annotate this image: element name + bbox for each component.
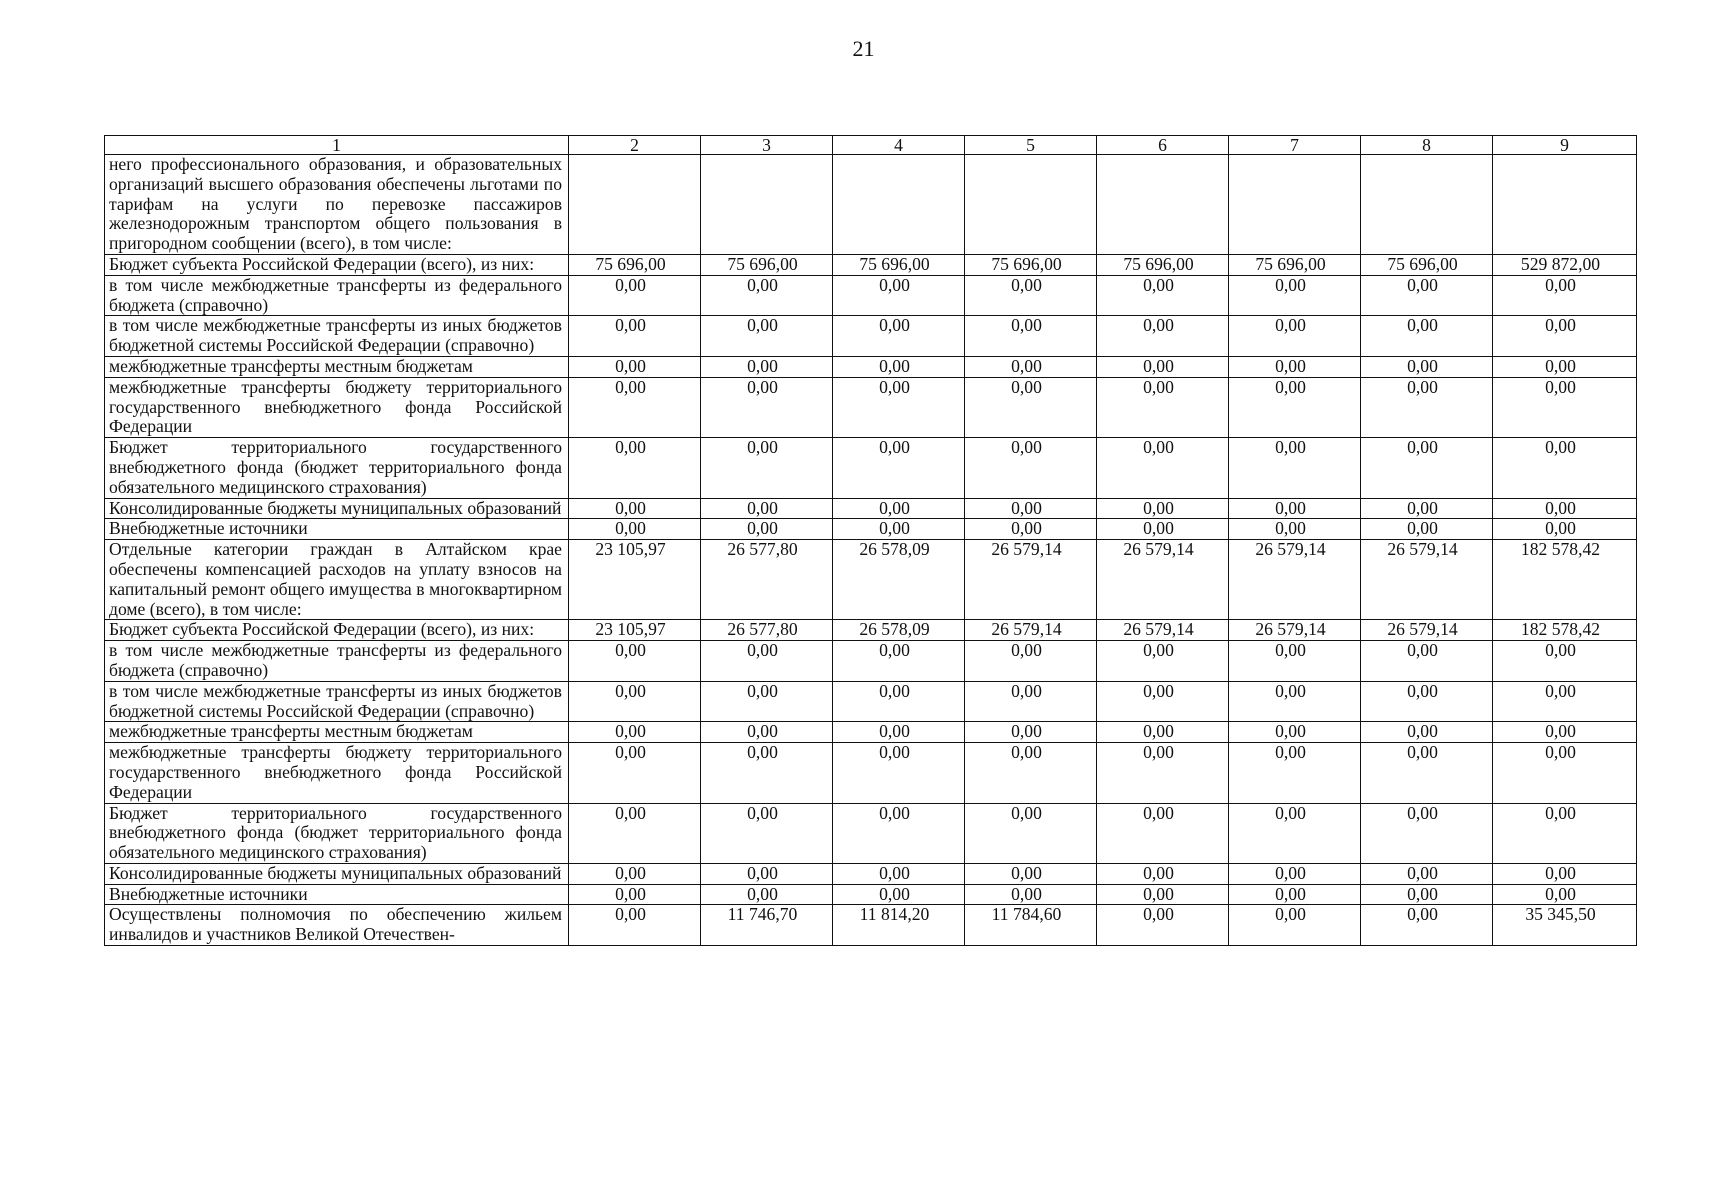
table-row (105, 863, 1637, 884)
table-row (105, 743, 1637, 803)
value-cell-col-5: 26 579,14 (965, 540, 1097, 620)
value-cell-col-3: 0,00 (701, 863, 833, 884)
row-label: в том числе межбюджетные трансферты из федерального бюджета (справочно) (105, 275, 569, 316)
table-row (105, 438, 1637, 498)
value-cell-col-5: 0,00 (965, 641, 1097, 682)
value-cell-col-3: 11 746,70 (701, 905, 833, 946)
value-cell-col-2: 0,00 (569, 743, 701, 803)
value-cell-col-9: 0,00 (1493, 519, 1637, 540)
row-label: Бюджет субъекта Российской Федерации (всего), из них: (105, 254, 569, 275)
value-cell-col-3: 26 577,80 (701, 540, 833, 620)
value-cell-col-6: 0,00 (1097, 884, 1229, 905)
value-cell-col-4: 0,00 (833, 722, 965, 743)
value-cell-col-2 (569, 155, 701, 255)
value-cell-col-5: 0,00 (965, 863, 1097, 884)
value-cell-col-4: 0,00 (833, 275, 965, 316)
table-row (105, 316, 1637, 357)
value-cell-col-9: 0,00 (1493, 498, 1637, 519)
value-cell-col-4: 0,00 (833, 641, 965, 682)
value-cell-col-6: 0,00 (1097, 803, 1229, 863)
value-cell-col-9: 0,00 (1493, 722, 1637, 743)
value-cell-col-9: 0,00 (1493, 681, 1637, 722)
table-row (105, 498, 1637, 519)
value-cell-col-6: 0,00 (1097, 377, 1229, 437)
table-row (105, 803, 1637, 863)
value-cell-col-3 (701, 155, 833, 255)
value-cell-col-7: 0,00 (1229, 863, 1361, 884)
row-label: Бюджет территориального государственного внебюджетного фонда (бюджет территориального фонда обязательного медицинского страхования) (105, 438, 569, 498)
value-cell-col-8: 0,00 (1361, 275, 1493, 316)
table-header (105, 136, 1637, 155)
value-cell-col-8: 0,00 (1361, 681, 1493, 722)
value-cell-col-2: 0,00 (569, 681, 701, 722)
value-cell-col-4: 0,00 (833, 498, 965, 519)
value-cell-col-9: 182 578,42 (1493, 540, 1637, 620)
row-label: межбюджетные трансферты местным бюджетам (105, 356, 569, 377)
value-cell-col-5 (965, 155, 1097, 255)
column-header-2: 2 (569, 136, 701, 155)
value-cell-col-7: 0,00 (1229, 519, 1361, 540)
value-cell-col-2: 0,00 (569, 377, 701, 437)
table-row (105, 275, 1637, 316)
value-cell-col-9: 0,00 (1493, 356, 1637, 377)
budget-table (104, 135, 1637, 946)
value-cell-col-6 (1097, 155, 1229, 255)
value-cell-col-3: 0,00 (701, 316, 833, 357)
value-cell-col-6: 0,00 (1097, 743, 1229, 803)
value-cell-col-4 (833, 155, 965, 255)
table-row (105, 377, 1637, 437)
row-label: него профессионального образования, и образовательных организаций высшего образования обеспечены льготами по тарифам на услуги по перевозке пассажиров железнодорожным транспортом общего пользования в пригородном сообщении (всего), в том числе: (105, 155, 569, 255)
column-header-5: 5 (965, 136, 1097, 155)
value-cell-col-7: 0,00 (1229, 743, 1361, 803)
column-header-1: 1 (105, 136, 569, 155)
value-cell-col-8: 0,00 (1361, 803, 1493, 863)
row-label: в том числе межбюджетные трансферты из федерального бюджета (справочно) (105, 641, 569, 682)
value-cell-col-7: 0,00 (1229, 316, 1361, 357)
value-cell-col-6: 0,00 (1097, 905, 1229, 946)
value-cell-col-4: 0,00 (833, 438, 965, 498)
value-cell-col-4: 0,00 (833, 316, 965, 357)
table-row (105, 681, 1637, 722)
value-cell-col-6: 0,00 (1097, 275, 1229, 316)
value-cell-col-5: 0,00 (965, 498, 1097, 519)
value-cell-col-8: 0,00 (1361, 377, 1493, 437)
row-label: Бюджет территориального государственного внебюджетного фонда (бюджет территориального фонда обязательного медицинского страхования) (105, 803, 569, 863)
value-cell-col-9: 0,00 (1493, 316, 1637, 357)
value-cell-col-4: 75 696,00 (833, 254, 965, 275)
value-cell-col-8: 0,00 (1361, 519, 1493, 540)
value-cell-col-8: 0,00 (1361, 438, 1493, 498)
value-cell-col-8: 0,00 (1361, 863, 1493, 884)
value-cell-col-8: 0,00 (1361, 356, 1493, 377)
value-cell-col-8: 26 579,14 (1361, 620, 1493, 641)
value-cell-col-8 (1361, 155, 1493, 255)
value-cell-col-4: 0,00 (833, 519, 965, 540)
value-cell-col-8: 0,00 (1361, 641, 1493, 682)
value-cell-col-4: 26 578,09 (833, 540, 965, 620)
value-cell-col-6: 0,00 (1097, 722, 1229, 743)
value-cell-col-7: 0,00 (1229, 498, 1361, 519)
value-cell-col-3: 75 696,00 (701, 254, 833, 275)
value-cell-col-2: 0,00 (569, 884, 701, 905)
value-cell-col-8: 0,00 (1361, 316, 1493, 357)
row-label: Отдельные категории граждан в Алтайском крае обеспечены компенсацией расходов на уплату взносов на капитальный ремонт общего имущества в многоквартирном доме (всего), в том числе: (105, 540, 569, 620)
value-cell-col-3: 0,00 (701, 641, 833, 682)
value-cell-col-7: 0,00 (1229, 275, 1361, 316)
value-cell-col-5: 0,00 (965, 803, 1097, 863)
value-cell-col-4: 0,00 (833, 863, 965, 884)
value-cell-col-6: 26 579,14 (1097, 620, 1229, 641)
value-cell-col-7: 0,00 (1229, 905, 1361, 946)
value-cell-col-8: 0,00 (1361, 722, 1493, 743)
value-cell-col-2: 75 696,00 (569, 254, 701, 275)
value-cell-col-4: 0,00 (833, 803, 965, 863)
value-cell-col-7: 0,00 (1229, 681, 1361, 722)
value-cell-col-5: 0,00 (965, 377, 1097, 437)
value-cell-col-6: 75 696,00 (1097, 254, 1229, 275)
value-cell-col-5: 0,00 (965, 743, 1097, 803)
value-cell-col-2: 0,00 (569, 275, 701, 316)
value-cell-col-7 (1229, 155, 1361, 255)
value-cell-col-2: 0,00 (569, 803, 701, 863)
column-header-3: 3 (701, 136, 833, 155)
column-header-4: 4 (833, 136, 965, 155)
row-label: Осуществлены полномочия по обеспечению жильем инвалидов и участников Великой Отечествен- (105, 905, 569, 946)
value-cell-col-9: 35 345,50 (1493, 905, 1637, 946)
value-cell-col-4: 11 814,20 (833, 905, 965, 946)
value-cell-col-9: 0,00 (1493, 377, 1637, 437)
value-cell-col-2: 0,00 (569, 641, 701, 682)
value-cell-col-6: 0,00 (1097, 438, 1229, 498)
value-cell-col-9: 0,00 (1493, 743, 1637, 803)
value-cell-col-5: 26 579,14 (965, 620, 1097, 641)
value-cell-col-6: 0,00 (1097, 641, 1229, 682)
value-cell-col-5: 0,00 (965, 722, 1097, 743)
value-cell-col-5: 0,00 (965, 438, 1097, 498)
row-label: Консолидированные бюджеты муниципальных образований (105, 863, 569, 884)
value-cell-col-3: 0,00 (701, 438, 833, 498)
value-cell-col-2: 0,00 (569, 905, 701, 946)
value-cell-col-3: 0,00 (701, 681, 833, 722)
value-cell-col-3: 26 577,80 (701, 620, 833, 641)
value-cell-col-4: 0,00 (833, 356, 965, 377)
value-cell-col-8: 75 696,00 (1361, 254, 1493, 275)
value-cell-col-3: 0,00 (701, 743, 833, 803)
value-cell-col-2: 23 105,97 (569, 540, 701, 620)
value-cell-col-6: 26 579,14 (1097, 540, 1229, 620)
value-cell-col-7: 0,00 (1229, 803, 1361, 863)
value-cell-col-2: 0,00 (569, 863, 701, 884)
value-cell-col-7: 26 579,14 (1229, 540, 1361, 620)
value-cell-col-4: 0,00 (833, 377, 965, 437)
value-cell-col-4: 0,00 (833, 681, 965, 722)
value-cell-col-3: 0,00 (701, 884, 833, 905)
value-cell-col-3: 0,00 (701, 803, 833, 863)
value-cell-col-3: 0,00 (701, 356, 833, 377)
row-label: Консолидированные бюджеты муниципальных образований (105, 498, 569, 519)
value-cell-col-9: 0,00 (1493, 863, 1637, 884)
value-cell-col-9: 529 872,00 (1493, 254, 1637, 275)
value-cell-col-7: 0,00 (1229, 884, 1361, 905)
value-cell-col-5: 0,00 (965, 519, 1097, 540)
value-cell-col-5: 0,00 (965, 884, 1097, 905)
value-cell-col-7: 75 696,00 (1229, 254, 1361, 275)
column-header-7: 7 (1229, 136, 1361, 155)
table-row (105, 519, 1637, 540)
value-cell-col-6: 0,00 (1097, 498, 1229, 519)
value-cell-col-3: 0,00 (701, 498, 833, 519)
row-label: межбюджетные трансферты бюджету территориального государственного внебюджетного фонда Российской Федерации (105, 377, 569, 437)
value-cell-col-9: 0,00 (1493, 438, 1637, 498)
row-label: в том числе межбюджетные трансферты из иных бюджетов бюджетной системы Российской Федерации (справочно) (105, 316, 569, 357)
value-cell-col-5: 11 784,60 (965, 905, 1097, 946)
row-label: межбюджетные трансферты бюджету территориального государственного внебюджетного фонда Российской Федерации (105, 743, 569, 803)
value-cell-col-2: 23 105,97 (569, 620, 701, 641)
column-header-8: 8 (1361, 136, 1493, 155)
value-cell-col-8: 0,00 (1361, 498, 1493, 519)
value-cell-col-8: 0,00 (1361, 905, 1493, 946)
value-cell-col-5: 75 696,00 (965, 254, 1097, 275)
value-cell-col-2: 0,00 (569, 356, 701, 377)
value-cell-col-2: 0,00 (569, 519, 701, 540)
value-cell-col-2: 0,00 (569, 316, 701, 357)
table-row (105, 905, 1637, 946)
value-cell-col-2: 0,00 (569, 722, 701, 743)
value-cell-col-9: 0,00 (1493, 275, 1637, 316)
value-cell-col-9 (1493, 155, 1637, 255)
value-cell-col-5: 0,00 (965, 316, 1097, 357)
value-cell-col-3: 0,00 (701, 275, 833, 316)
row-label: Внебюджетные источники (105, 884, 569, 905)
value-cell-col-4: 0,00 (833, 743, 965, 803)
value-cell-col-6: 0,00 (1097, 863, 1229, 884)
value-cell-col-7: 0,00 (1229, 722, 1361, 743)
value-cell-col-7: 0,00 (1229, 377, 1361, 437)
value-cell-col-7: 0,00 (1229, 438, 1361, 498)
value-cell-col-6: 0,00 (1097, 316, 1229, 357)
column-header-9: 9 (1493, 136, 1637, 155)
value-cell-col-8: 0,00 (1361, 743, 1493, 803)
value-cell-col-4: 0,00 (833, 884, 965, 905)
value-cell-col-6: 0,00 (1097, 681, 1229, 722)
value-cell-col-5: 0,00 (965, 275, 1097, 316)
value-cell-col-9: 0,00 (1493, 884, 1637, 905)
value-cell-col-2: 0,00 (569, 498, 701, 519)
header-row (105, 136, 1637, 155)
value-cell-col-3: 0,00 (701, 722, 833, 743)
table-row (105, 356, 1637, 377)
value-cell-col-2: 0,00 (569, 438, 701, 498)
table-row (105, 254, 1637, 275)
value-cell-col-7: 26 579,14 (1229, 620, 1361, 641)
row-label: Бюджет субъекта Российской Федерации (всего), из них: (105, 620, 569, 641)
column-header-6: 6 (1097, 136, 1229, 155)
row-label: Внебюджетные источники (105, 519, 569, 540)
value-cell-col-3: 0,00 (701, 377, 833, 437)
table-row (105, 620, 1637, 641)
value-cell-col-6: 0,00 (1097, 356, 1229, 377)
value-cell-col-8: 26 579,14 (1361, 540, 1493, 620)
value-cell-col-4: 26 578,09 (833, 620, 965, 641)
value-cell-col-5: 0,00 (965, 681, 1097, 722)
value-cell-col-9: 182 578,42 (1493, 620, 1637, 641)
value-cell-col-9: 0,00 (1493, 803, 1637, 863)
table-row (105, 884, 1637, 905)
table-row (105, 540, 1637, 620)
value-cell-col-5: 0,00 (965, 356, 1097, 377)
table-row (105, 155, 1637, 255)
row-label: межбюджетные трансферты местным бюджетам (105, 722, 569, 743)
value-cell-col-8: 0,00 (1361, 884, 1493, 905)
table-row (105, 722, 1637, 743)
table-row (105, 641, 1637, 682)
table-body (105, 155, 1637, 946)
value-cell-col-7: 0,00 (1229, 641, 1361, 682)
value-cell-col-6: 0,00 (1097, 519, 1229, 540)
value-cell-col-3: 0,00 (701, 519, 833, 540)
value-cell-col-7: 0,00 (1229, 356, 1361, 377)
page-number: 21 (852, 36, 875, 61)
row-label: в том числе межбюджетные трансферты из иных бюджетов бюджетной системы Российской Федерации (справочно) (105, 681, 569, 722)
value-cell-col-9: 0,00 (1493, 641, 1637, 682)
